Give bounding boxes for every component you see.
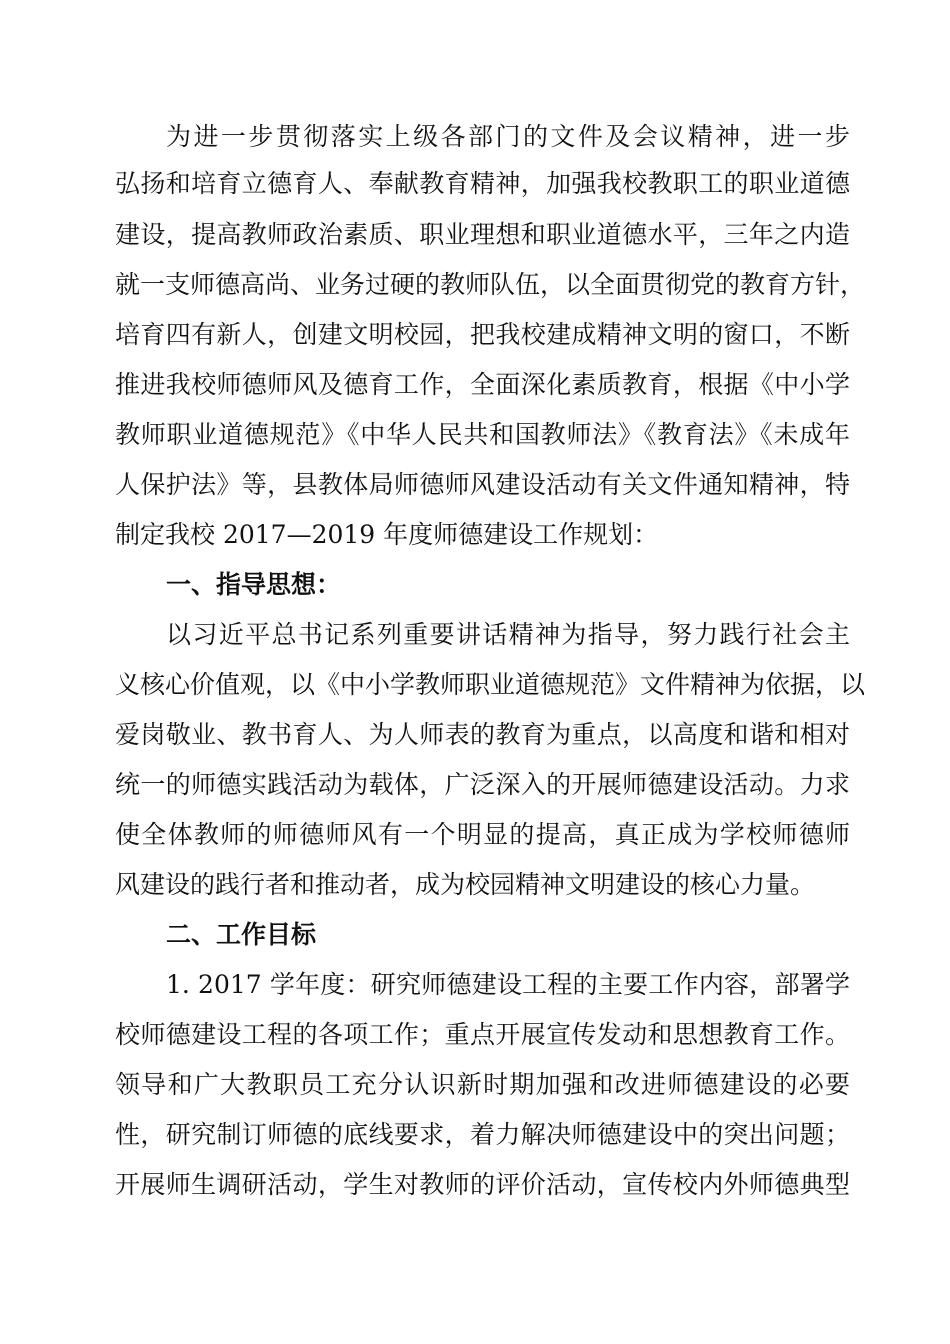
paragraph-1-line-1: 为进一步贯彻落实上级各部门的文件及会议精神，进一步: [166, 122, 850, 151]
paragraph-1-line-7: 教师职业道德规范》《中华人民共和国教师法》《教育法》《未成年: [115, 420, 850, 449]
paragraph-2-line-5: 使全体教师的师德师风有一个明显的提高，真正成为学校师德师: [115, 820, 850, 849]
paragraph-1-line-4: 就一支师德高尚、业务过硬的教师队伍，以全面贯彻党的教育方针，: [115, 270, 866, 299]
paragraph-3-line-4: 性，研究制订师德的底线要求，着力解决师德建设中的突出问题；: [115, 1120, 850, 1149]
paragraph-1-line-9: 制定我校 2017—2019 年度师德建设工作规划：: [115, 520, 659, 549]
paragraph-3-line-2: 校师德建设工程的各项工作；重点开展宣传发动和思想教育工作。: [115, 1020, 850, 1049]
paragraph-1-line-6: 推进我校师德师风及德育工作，全面深化素质教育，根据《中小学: [115, 370, 850, 399]
paragraph-1-line-2: 弘扬和培育立德育人、奉献教育精神，加强我校教职工的职业道德: [115, 169, 850, 198]
section-heading-work-goals: 二、工作目标: [166, 920, 317, 949]
paragraph-3-line-3: 领导和广大教职员工充分认识新时期加强和改进师德建设的必要: [115, 1070, 850, 1099]
paragraph-1-line-5: 培育四有新人，创建文明校园，把我校建成精神文明的窗口，不断: [115, 320, 850, 349]
paragraph-3-line-5: 开展师生调研活动，学生对教师的评价活动，宣传校内外师德典型: [115, 1170, 850, 1199]
paragraph-1-line-8: 人保护法》等，县教体局师德师风建设活动有关文件通知精神，特: [115, 470, 850, 499]
paragraph-2-line-6: 风建设的践行者和推动者，成为校园精神文明建设的核心力量。: [115, 870, 816, 899]
paragraph-2-line-1: 以习近平总书记系列重要讲话精神为指导，努力践行社会主: [166, 620, 850, 649]
section-heading-guiding-ideology: 一、指导思想：: [166, 570, 342, 599]
paragraph-2-line-4: 统一的师德实践活动为载体，广泛深入的开展师德建设活动。力求: [115, 770, 850, 799]
paragraph-1-line-3: 建设，提高教师政治素质、职业理想和职业道德水平，三年之内造: [115, 220, 850, 249]
paragraph-3-line-1: 1. 2017 学年度：研究师德建设工程的主要工作内容，部署学: [166, 970, 850, 999]
paragraph-2-line-3: 爱岗敬业、教书育人、为人师表的教育为重点，以高度和谐和相对: [115, 720, 850, 749]
paragraph-2-line-2: 义核心价值观，以《中小学教师职业道德规范》文件精神为依据，以: [115, 670, 866, 699]
